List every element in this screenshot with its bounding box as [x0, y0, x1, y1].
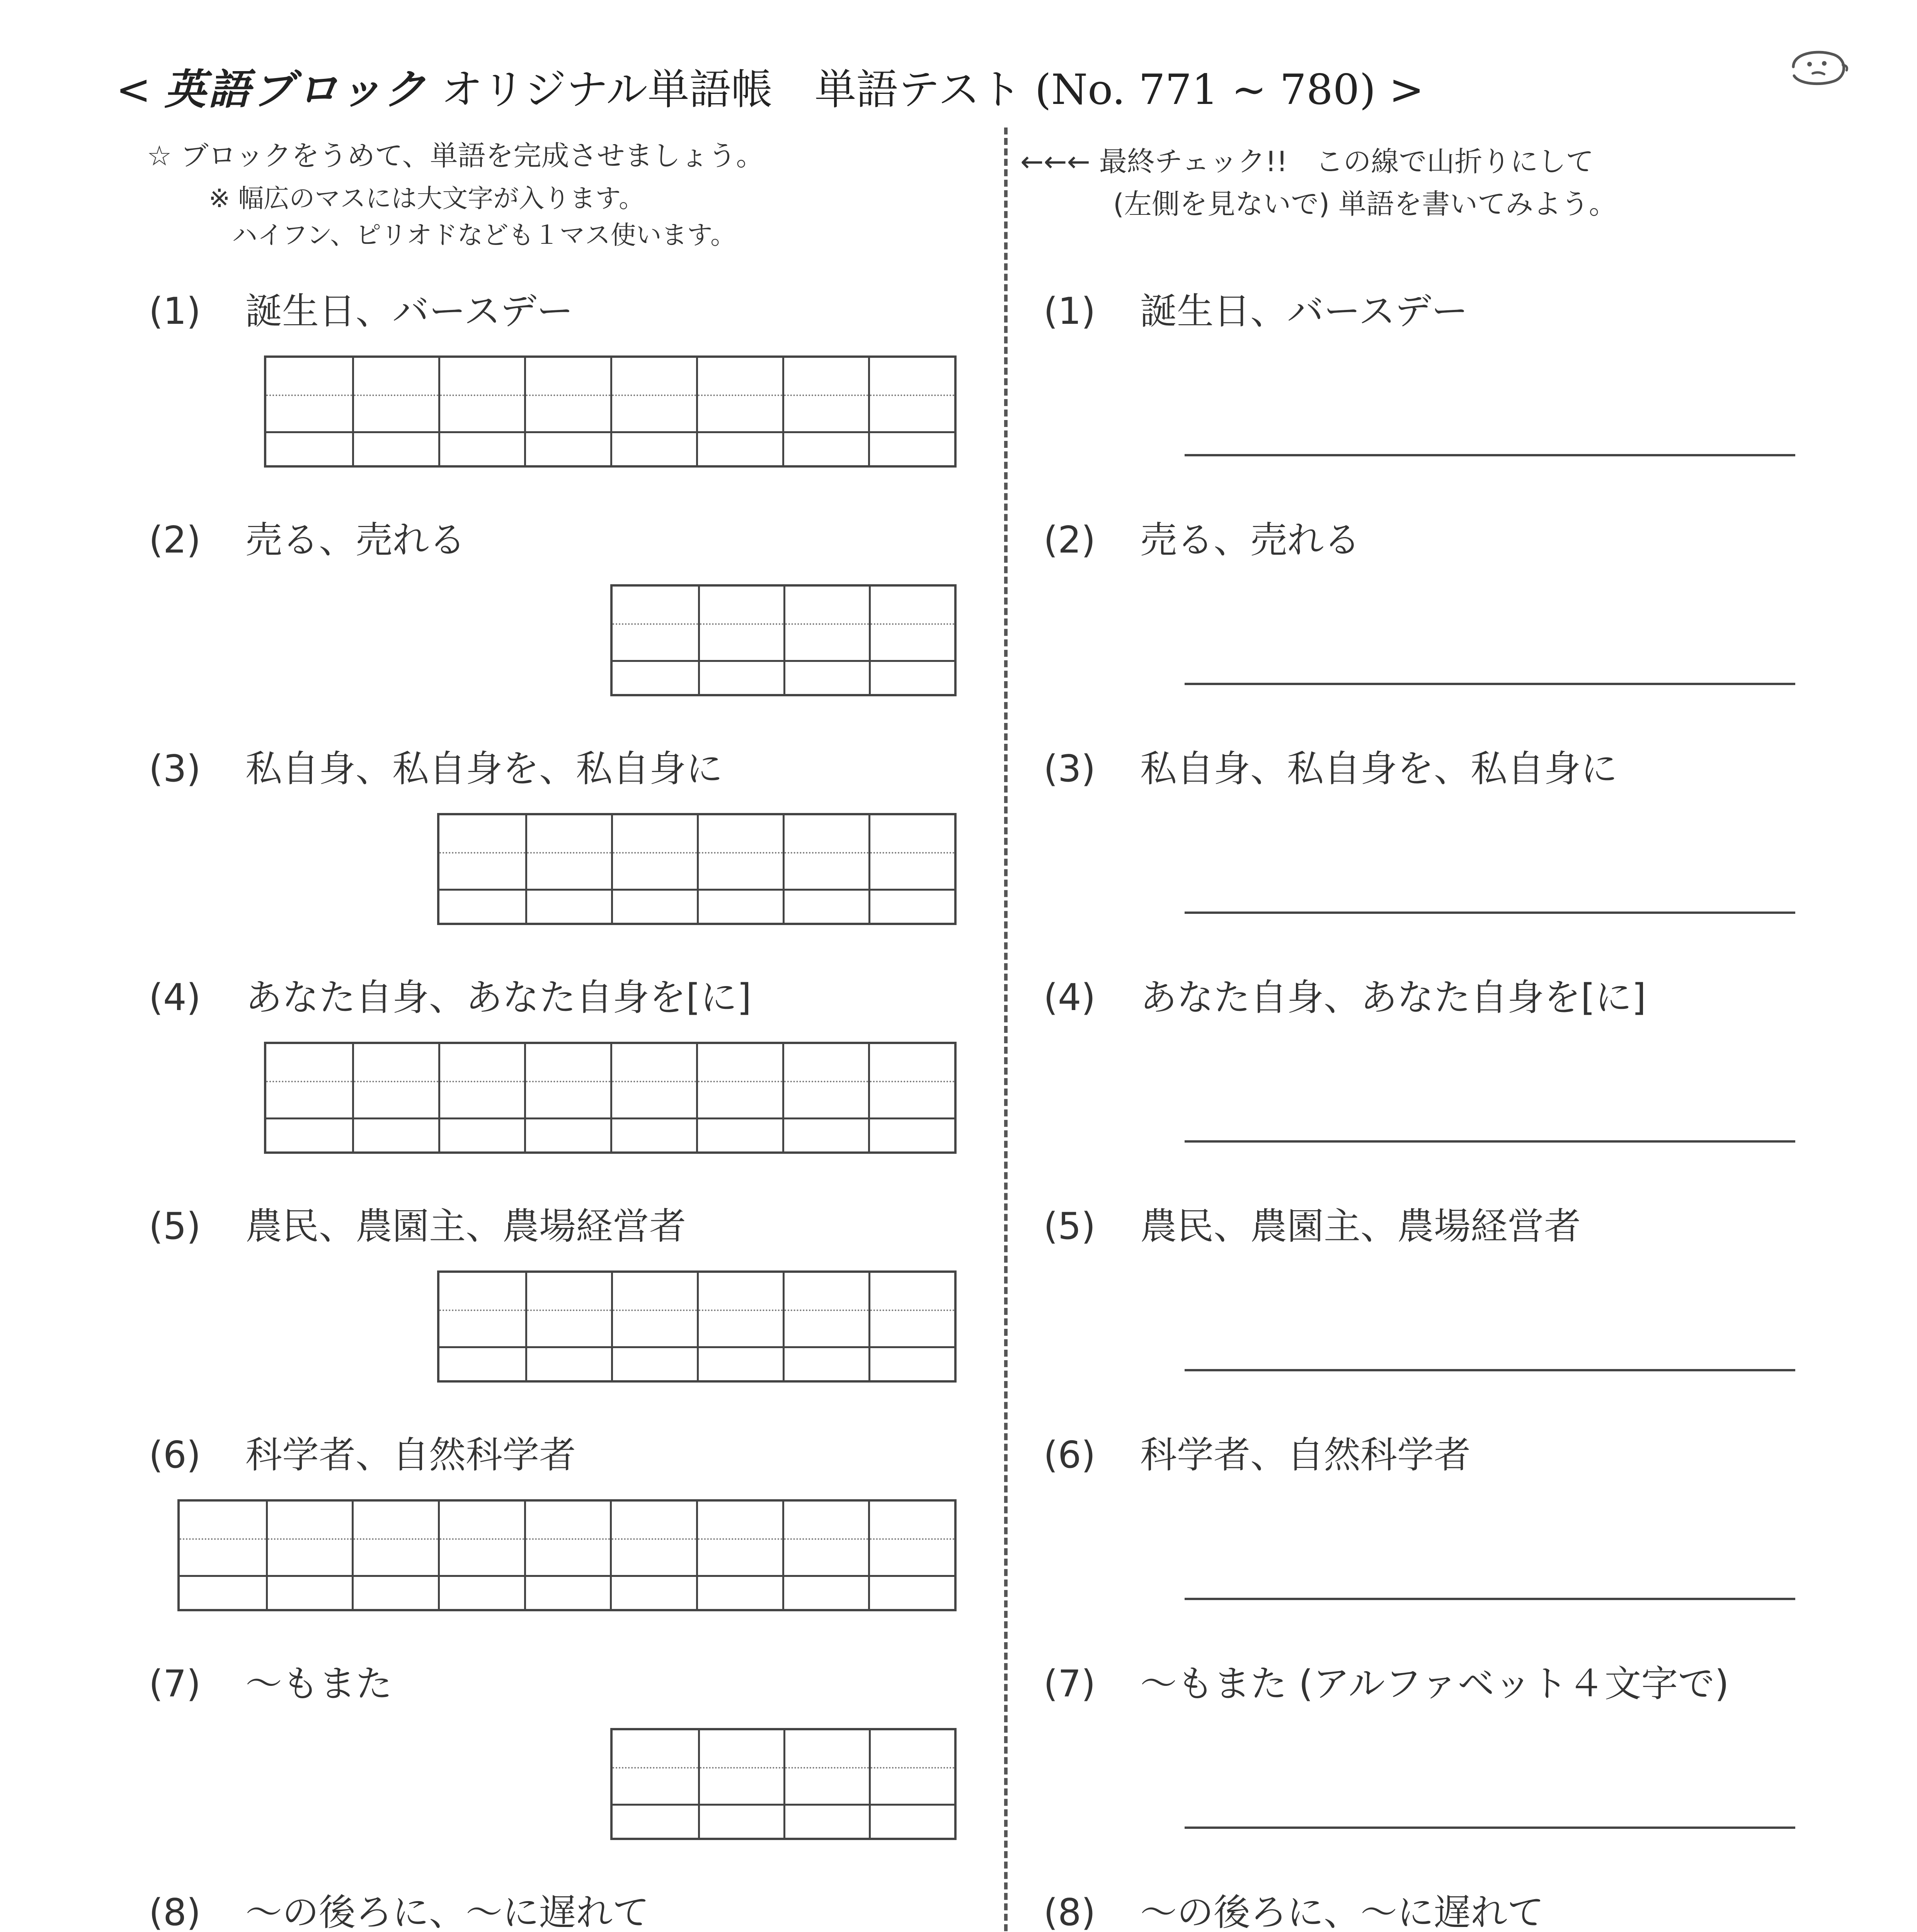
answer-write-line[interactable]	[1185, 683, 1795, 685]
question-meaning: 農民、農園主、農場経営者	[245, 1205, 686, 1248]
letter-box[interactable]	[352, 358, 438, 465]
question-meaning: 売る、売れる	[245, 519, 466, 561]
letter-box[interactable]	[696, 358, 782, 465]
question-number: (1)	[149, 290, 201, 333]
letter-box[interactable]	[782, 1044, 868, 1151]
question-label-right	[1044, 740, 1617, 792]
instruction-note-2: ハイフン、ピリオドなども１マス使います。	[232, 220, 736, 250]
answer-grid	[177, 1499, 957, 1611]
question-label-right	[1044, 1883, 1544, 1932]
question-label-left	[149, 1426, 576, 1478]
question-meaning: 農民、農園主、農場経営者	[1140, 1205, 1581, 1248]
answer-grid	[264, 355, 957, 468]
letter-box[interactable]	[613, 1730, 698, 1838]
letter-box[interactable]	[868, 815, 954, 923]
question-label-left	[149, 511, 466, 563]
question-label-left	[149, 1655, 392, 1707]
question-label-right	[1044, 1426, 1471, 1478]
question-meaning: あなた自身、あなた自身を[に]	[245, 976, 752, 1019]
letter-box[interactable]	[266, 358, 352, 465]
letter-box[interactable]	[783, 1273, 868, 1380]
letter-box[interactable]	[524, 1044, 610, 1151]
page-title	[116, 56, 1424, 116]
letter-box[interactable]	[611, 815, 697, 923]
letter-box[interactable]	[698, 587, 783, 694]
title-range: (No. 771 ~ 780)	[1035, 66, 1376, 114]
question-meaning: 科学者、自然科学者	[1140, 1434, 1471, 1476]
letter-box[interactable]	[266, 1044, 352, 1151]
answer-write-line[interactable]	[1185, 1140, 1795, 1143]
question-label-right	[1044, 511, 1360, 563]
letter-box[interactable]	[352, 1044, 438, 1151]
question-meaning: 〜の後ろに、〜に遅れて	[245, 1891, 650, 1932]
question-meaning: 〜の後ろに、〜に遅れて	[1140, 1891, 1544, 1932]
question-number: (3)	[149, 748, 201, 790]
question-number: (1)	[1044, 290, 1096, 333]
title-open-bracket: <	[116, 66, 151, 114]
letter-box[interactable]	[266, 1502, 352, 1609]
question-label-left	[149, 1197, 686, 1250]
letter-box[interactable]	[439, 815, 525, 923]
question-meaning: 〜もまた (アルファベット４文字で)	[1140, 1663, 1729, 1705]
letter-box[interactable]	[868, 1044, 954, 1151]
question-label-left	[149, 282, 573, 335]
answer-grid	[610, 584, 957, 696]
question-label-left	[149, 740, 723, 792]
answer-grid	[437, 1270, 957, 1383]
question-label-left	[149, 968, 751, 1021]
instruction-note-1: ※ 幅広のマスには大文字が入ります。	[209, 184, 644, 213]
letter-box[interactable]	[783, 587, 869, 694]
question-meaning: 誕生日、バースデー	[245, 290, 574, 333]
question-label-right	[1044, 968, 1646, 1021]
question-number: (5)	[1044, 1205, 1096, 1248]
question-number: (7)	[1044, 1663, 1096, 1705]
instruction-final-check: ←←← 最終チェック!! この線で山折りにして	[1020, 145, 1594, 178]
letter-box[interactable]	[611, 1273, 697, 1380]
question-number: (2)	[149, 519, 201, 561]
letter-box[interactable]	[613, 587, 698, 694]
letter-box[interactable]	[525, 815, 611, 923]
letter-box[interactable]	[525, 1273, 611, 1380]
question-number: (5)	[149, 1205, 201, 1248]
letter-box[interactable]	[783, 1730, 869, 1838]
answer-grid	[264, 1042, 957, 1154]
question-number: (6)	[149, 1434, 201, 1476]
letter-box[interactable]	[868, 1273, 954, 1380]
question-number: (2)	[1044, 519, 1096, 561]
question-meaning: 売る、売れる	[1140, 519, 1361, 561]
question-label-right	[1044, 1197, 1581, 1250]
question-number: (8)	[1044, 1891, 1096, 1932]
title-close-bracket: >	[1389, 66, 1424, 114]
question-number: (8)	[149, 1891, 201, 1932]
letter-box[interactable]	[438, 1044, 524, 1151]
letter-box[interactable]	[438, 1502, 524, 1609]
question-label-right	[1044, 282, 1468, 335]
answer-grid	[437, 813, 957, 925]
letter-box[interactable]	[439, 1273, 525, 1380]
smiley-face-icon	[1786, 46, 1851, 88]
letter-box[interactable]	[610, 1502, 696, 1609]
letter-box[interactable]	[783, 815, 868, 923]
answer-write-line[interactable]	[1185, 912, 1795, 914]
letter-box[interactable]	[438, 358, 524, 465]
letter-box[interactable]	[697, 1273, 783, 1380]
letter-box[interactable]	[782, 1502, 868, 1609]
question-meaning: 誕生日、バースデー	[1140, 290, 1468, 333]
letter-box[interactable]	[610, 358, 696, 465]
letter-box[interactable]	[868, 1502, 954, 1609]
letter-box[interactable]	[869, 1730, 954, 1838]
fold-line	[1004, 128, 1008, 1932]
question-meaning: あなた自身、あなた自身を[に]	[1140, 976, 1646, 1019]
letter-box[interactable]	[696, 1502, 782, 1609]
letter-box[interactable]	[698, 1730, 783, 1838]
question-number: (6)	[1044, 1434, 1096, 1476]
instruction-main: ☆ ブロックをうめて、単語を完成させましょう。	[147, 139, 764, 172]
letter-box[interactable]	[610, 1044, 696, 1151]
question-number: (3)	[1044, 748, 1096, 790]
answer-write-line[interactable]	[1185, 1827, 1795, 1829]
answer-write-line[interactable]	[1185, 454, 1795, 456]
letter-box[interactable]	[696, 1044, 782, 1151]
letter-box[interactable]	[524, 1502, 610, 1609]
question-label-left	[149, 1883, 649, 1932]
question-meaning: 科学者、自然科学者	[245, 1434, 576, 1476]
question-label-right	[1044, 1655, 1729, 1707]
question-meaning: 私自身、私自身を、私自身に	[1140, 748, 1618, 790]
letter-box[interactable]	[352, 1502, 438, 1609]
question-meaning: 私自身、私自身を、私自身に	[245, 748, 723, 790]
letter-box[interactable]	[524, 358, 610, 465]
instruction-final-check-2: (左側を見ないで) 単語を書いてみよう。	[1113, 188, 1617, 220]
letter-box[interactable]	[697, 815, 783, 923]
letter-box[interactable]	[869, 587, 954, 694]
answer-grid	[610, 1728, 957, 1840]
question-number: (4)	[149, 976, 201, 1019]
letter-box[interactable]	[180, 1502, 266, 1609]
question-meaning: 〜もまた	[245, 1663, 393, 1705]
logo-text: 英語ブロック	[164, 66, 428, 114]
question-number: (7)	[149, 1663, 201, 1705]
title-text: オリジナル単語帳 単語テスト	[441, 66, 1022, 114]
letter-box[interactable]	[868, 358, 954, 465]
answer-write-line[interactable]	[1185, 1369, 1795, 1371]
letter-box[interactable]	[782, 358, 868, 465]
answer-write-line[interactable]	[1185, 1598, 1795, 1600]
question-number: (4)	[1044, 976, 1096, 1019]
